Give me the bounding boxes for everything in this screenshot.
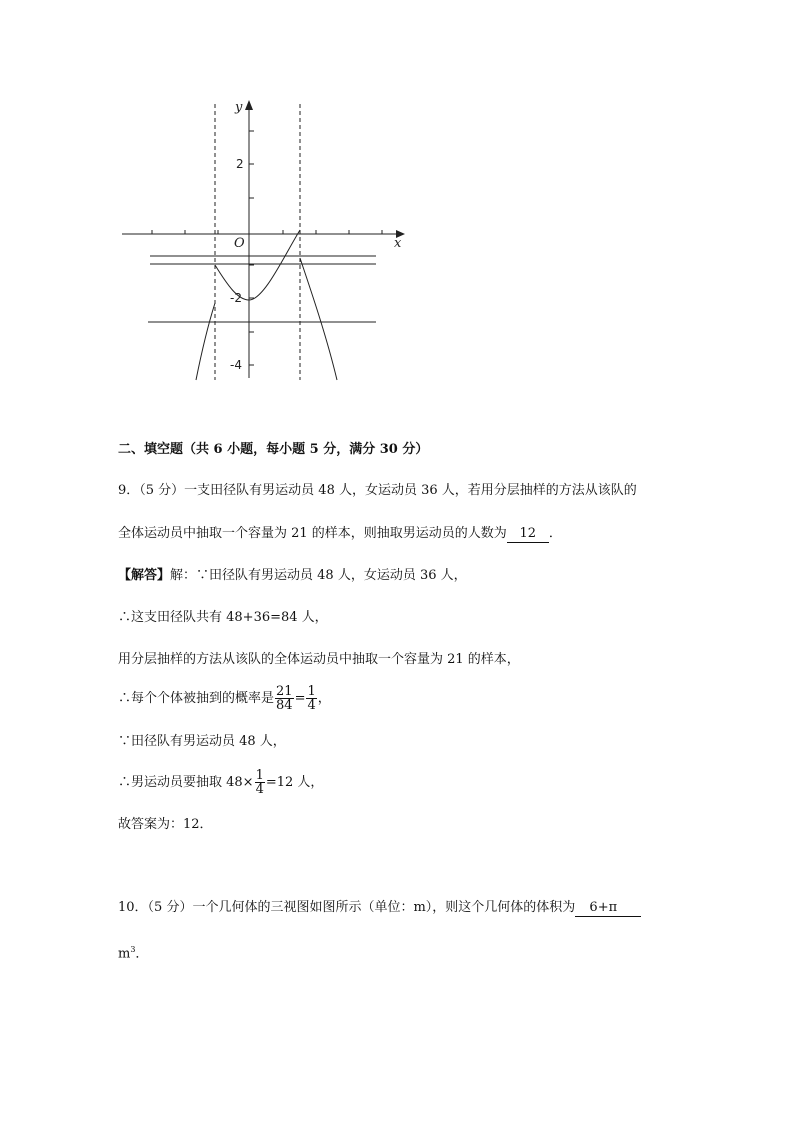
q9-solution-line1 [118, 566, 467, 586]
count-text: ∴男运动员要抽取 48× [118, 775, 254, 790]
count-result: =12 人， [265, 775, 324, 790]
fraction-numerator: 1 [255, 768, 264, 783]
curve-left [196, 303, 215, 380]
q9-stem-line2 [118, 524, 562, 544]
curve-right [300, 258, 337, 380]
fraction-denominator: 4 [255, 782, 264, 797]
q9-stem-end: ． [548, 526, 562, 541]
origin-label: O [234, 236, 245, 251]
fraction-1-4 [306, 685, 316, 712]
q9-answer-blank: 12 [507, 526, 549, 543]
q10-stem-text: 10．（5 分）一个几何体的三视图如图所示（单位：m），则这个几何体的体积为 [118, 900, 576, 915]
q9-solution-line3: 用分层抽样的方法从该队的全体运动员中抽取一个容量为 21 的样本， [118, 652, 520, 667]
q10-stem-end: ． [135, 946, 149, 962]
section-heading: 二、填空题（共 6 小题，每小题 5 分，满分 30 分） [118, 442, 429, 457]
y-axis-arrow [245, 100, 253, 110]
fraction-denominator: 4 [307, 698, 316, 713]
q9-solution-line6 [118, 768, 323, 798]
tick-label-y-neg2: -2 [230, 291, 242, 305]
fraction-denominator: 84 [276, 698, 293, 713]
q9-stem-text: 全体运动员中抽取一个容量为 21 的样本，则抽取男运动员的人数为 [118, 526, 507, 541]
tick-label-y-2: 2 [236, 157, 244, 171]
curve-middle [215, 230, 300, 300]
unit-text: m [118, 946, 131, 962]
fraction-1-4 [255, 769, 265, 796]
probability-text: ∴每个个体被抽到的概率是 [118, 691, 275, 706]
tick-label-y-neg4: -4 [230, 358, 242, 372]
fraction-21-84 [275, 685, 294, 712]
function-graph [0, 0, 794, 400]
probability-end: ， [317, 691, 331, 706]
q9-solution-line4 [118, 684, 331, 714]
unit-exponent: 3 [130, 945, 136, 954]
solution-text: 解：∵田径队有男运动员 48 人，女运动员 36 人， [170, 568, 467, 583]
y-axis-label: y [235, 100, 243, 115]
q10-answer-blank: 6+π [575, 900, 641, 917]
fraction-numerator: 21 [276, 684, 293, 699]
fraction-numerator: 1 [307, 684, 316, 699]
equals-sign: = [294, 691, 306, 706]
solution-tag: 【解答】 [118, 568, 171, 583]
q9-solution-line7: 故答案为：12． [118, 817, 213, 832]
x-axis-label: x [394, 236, 402, 251]
q9-solution-line5: ∵田径队有男运动员 48 人， [118, 734, 286, 749]
q10-stem-line2 [118, 940, 148, 964]
q9-stem-line1: 9．（5 分）一支田径队有男运动员 48 人，女运动员 36 人，若用分层抽样的方法从该队的 [118, 483, 637, 498]
q9-solution-line2: ∴这支田径队共有 48+36=84 人， [118, 610, 328, 625]
q10-stem-line1 [118, 898, 641, 918]
